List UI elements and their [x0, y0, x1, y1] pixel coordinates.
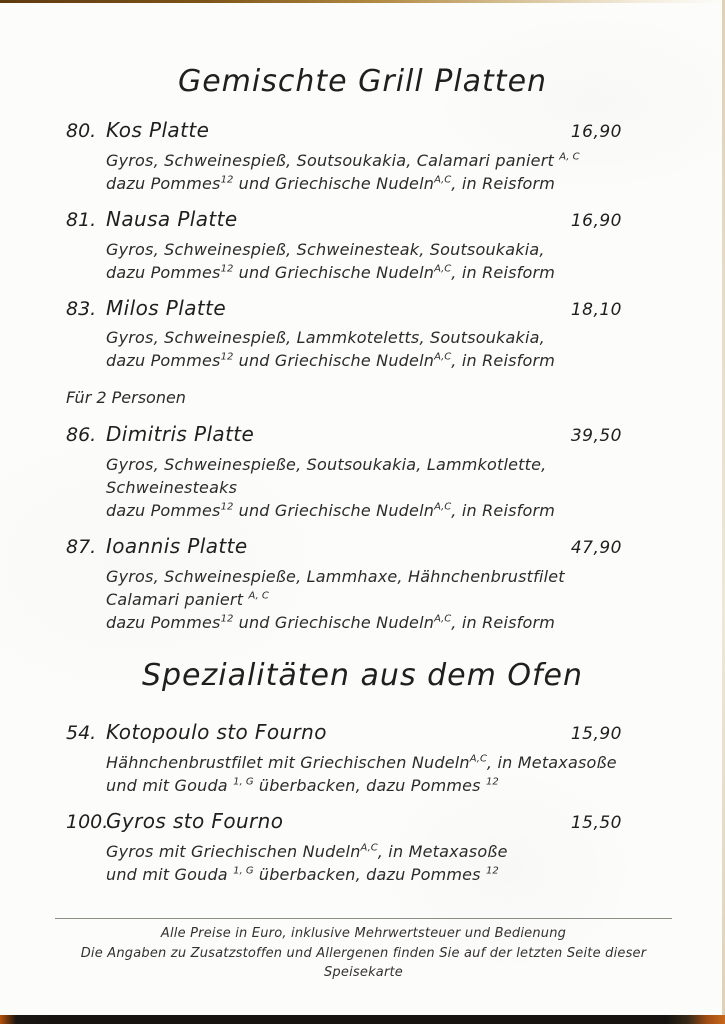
menu-item [66, 207, 622, 284]
menu-item [66, 809, 622, 886]
allergen-superscript: 12 [220, 352, 234, 364]
item-number: 83. [66, 297, 97, 320]
item-header-row [66, 720, 622, 745]
allergen-superscript: 1, G [233, 776, 254, 788]
scan-edge-bottom [0, 1015, 725, 1024]
item-name: Milos Platte [106, 295, 227, 320]
item-header-row [66, 207, 622, 232]
menu-item [66, 118, 622, 195]
menu-item [66, 296, 622, 373]
menu-item [66, 422, 622, 522]
item-description [106, 149, 622, 195]
item-price: 16,90 [570, 122, 622, 142]
item-price: 18,10 [570, 299, 622, 320]
allergen-superscript: A,C [434, 174, 452, 186]
item-header-row [66, 118, 622, 143]
menu-item [66, 534, 622, 634]
item-price: 16,90 [570, 210, 622, 231]
item-description-line: dazu Pommes$^{12}$ und Griechische Nudeln$^{A,C}$, in Reisform [106, 612, 556, 632]
item-number: 81. [66, 208, 97, 231]
item-description-line: Gyros, Schweinespieß, Schweinesteak, Soutsoukakia, [106, 239, 545, 259]
allergen-superscript: 1, G [233, 865, 254, 877]
item-description [106, 840, 622, 886]
item-description [106, 751, 622, 797]
item-description [106, 326, 622, 372]
item-name: Kos Platte [106, 118, 210, 142]
item-number: 87. [66, 536, 97, 559]
allergen-superscript: A,C [434, 352, 452, 364]
item-description-line: Hähnchenbrustfilet mit Griechischen Nudeln$^{A,C}$, in Metaxasoße [106, 752, 617, 772]
allergen-superscript: 12 [220, 174, 234, 186]
footer-prices-note: Alle Preise in Euro, inklusive Mehrwertsteuer und Bedienung [160, 926, 567, 941]
item-header-row [66, 534, 622, 559]
item-description [106, 238, 622, 284]
footer-allergens-note: Die Angaben zu Zusatzstoffen und Allergenen finden Sie auf der letzten Seite dieser Speisekarte [80, 945, 647, 980]
allergen-superscript: A,C [469, 753, 487, 765]
allergen-superscript: A,C [360, 842, 378, 854]
item-name: Gyros sto Fourno [106, 808, 284, 833]
item-price: 15,90 [570, 723, 622, 744]
item-description-line: Schweinesteaks [106, 478, 238, 498]
item-header-row [66, 809, 622, 834]
item-name: Nausa Platte [106, 206, 238, 231]
menu-sections [66, 64, 622, 898]
item-number: 54. [66, 721, 97, 744]
item-description-line: dazu Pommes$^{12}$ und Griechische Nudeln$^{A,C}$, in Reisform [106, 262, 556, 282]
item-description-line: dazu Pommes$^{12}$ und Griechische Nudeln$^{A,C}$, in Reisform [106, 351, 556, 371]
item-description-line: und mit Gouda $^{1, G}$ überbacken, dazu Pommes $^{12}$ [106, 864, 499, 884]
menu-section [66, 658, 622, 886]
item-description-line: Gyros, Schweinespieß, Soutsoukakia, Calamari paniert $^{A, C}$ [106, 150, 580, 170]
allergen-superscript: 12 [220, 263, 234, 275]
allergen-superscript: 12 [220, 613, 234, 625]
item-description-line: dazu Pommes$^{12}$ und Griechische Nudeln$^{A,C}$, in Reisform [106, 173, 556, 193]
serves-note: Für 2 Personen [66, 388, 186, 408]
item-header-row [66, 422, 622, 447]
item-number: 100. [66, 810, 109, 833]
item-description [106, 565, 622, 634]
menu-item [66, 720, 622, 797]
item-name: Ioannis Platte [106, 534, 248, 559]
item-number: 80. [66, 120, 97, 142]
item-price: 39,50 [570, 426, 622, 447]
item-number: 86. [66, 424, 97, 447]
item-name: Kotopoulo sto Fourno [106, 719, 327, 744]
item-description-line: Gyros, Schweinespieße, Lammhaxe, Hähnchenbrustfilet [106, 566, 565, 586]
item-header-row [66, 296, 622, 321]
allergen-superscript: 12 [220, 501, 234, 513]
item-description-line: Gyros, Schweinespieße, Soutsoukakia, Lammkotlette, [106, 455, 547, 475]
allergen-superscript: 12 [486, 776, 499, 788]
allergen-superscript: 12 [486, 865, 499, 877]
menu-section [66, 64, 622, 634]
section-title: Gemischte Grill Platten [177, 64, 548, 99]
item-description-line: und mit Gouda $^{1, G}$ überbacken, dazu Pommes $^{12}$ [106, 775, 499, 795]
allergen-superscript: A,C [434, 613, 452, 625]
item-description-line: Gyros, Schweinespieß, Lammkoteletts, Soutsoukakia, [106, 328, 545, 348]
item-description [106, 453, 622, 522]
allergen-superscript: A, C [248, 590, 269, 602]
scan-edge-top [0, 0, 725, 3]
item-description-line: Calamari paniert $^{A, C}$ [106, 589, 269, 609]
item-description-line: dazu Pommes$^{12}$ und Griechische Nudeln$^{A,C}$, in Reisform [106, 501, 556, 521]
allergen-superscript: A,C [434, 263, 452, 275]
item-name: Dimitris Platte [106, 422, 255, 447]
item-description-line: Gyros mit Griechischen Nudeln$^{A,C}$, in Metaxasoße [106, 841, 508, 861]
item-price: 47,90 [570, 538, 622, 559]
item-price: 15,50 [570, 812, 622, 833]
allergen-superscript: A, C [559, 151, 580, 163]
allergen-superscript: A,C [434, 501, 452, 513]
page-footer [55, 918, 672, 983]
section-title: Spezialitäten aus dem Ofen [141, 657, 584, 693]
